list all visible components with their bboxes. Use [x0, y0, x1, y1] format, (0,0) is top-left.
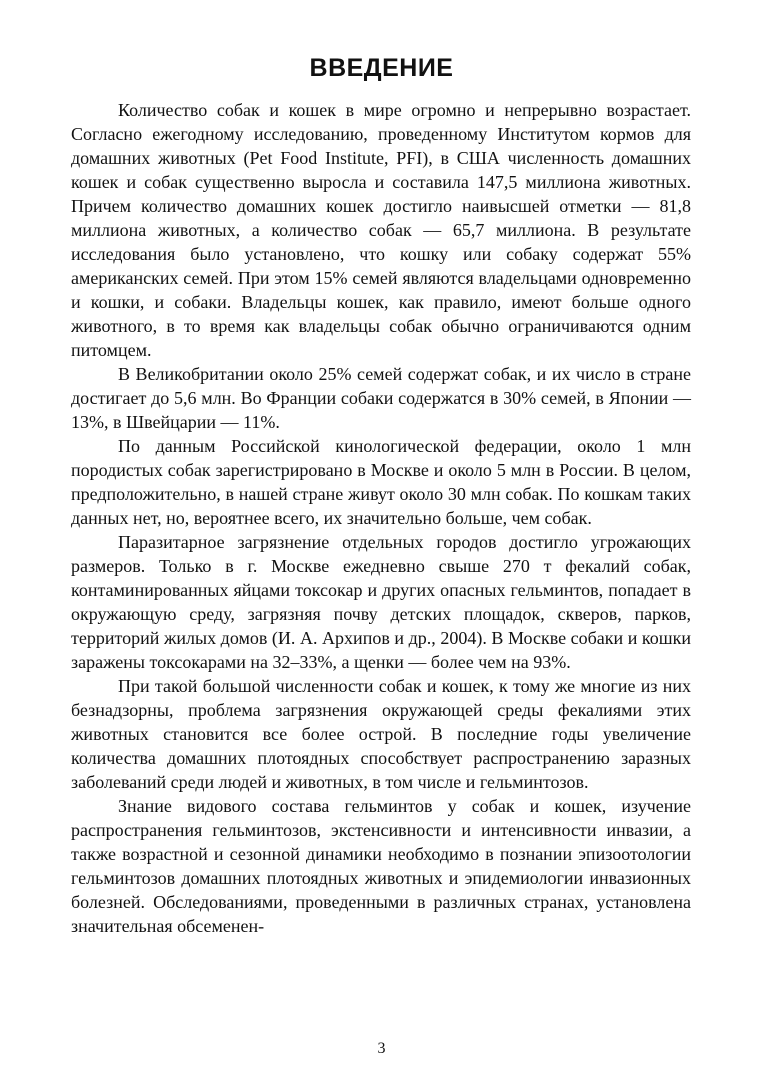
paragraph: По данным Российской кинологической федерации, около 1 млн породистых собак зарегистрировано в Москве и около 5 млн в России. В целом, предположительно, в нашей стране живут около 30 млн собак. По кошкам таких данных нет, но, вероятнее всего, их значительно больше, чем собак.	[71, 436, 691, 528]
paragraph: В Великобритании около 25% семей содержат собак, и их число в стране достигает до 5,6 млн. Во Франции собаки содержатся в 30% семей, в Японии — 13%, в Швейцарии — 11%.	[71, 364, 691, 432]
paragraph: Паразитарное загрязнение отдельных городов достигло угрожающих размеров. Только в г. Москве ежедневно свыше 270 т фекалий собак, контаминированных яйцами токсокар и других опасных гельминтов, попадает в окружающую среду, загрязняя почву детских площадок, скверов, парков, территорий жилых домов (И. А. Архипов и др., 2004). В Москве собаки и кошки заражены токсокарами на 32–33%, а щенки — более чем на 93%.	[71, 532, 691, 672]
paragraph: Количество собак и кошек в мире огромно и непрерывно возрастает. Согласно ежегодному исследованию, проведенному Институтом кормов для домашних животных (Pet Food Institute, PFI), в США численность домашних кошек и собак существенно выросла и составила 147,5 миллиона животных. Причем количество домашних кошек достигло наивысшей отметки — 81,8 миллиона животных, а количество собак — 65,7 миллиона. В результате исследования было установлено, что кошку или собаку содержат 55% американских семей. При этом 15% семей являются владельцами одновременно и кошки, и собаки. Владельцы кошек, как правило, имеют больше одного животного, в то время как владельцы собак обычно ограничиваются одним питомцем.	[71, 100, 691, 360]
body-text	[71, 98, 691, 938]
page-title: ВВЕДЕНИЕ	[309, 54, 454, 82]
page-number: 3	[377, 1040, 386, 1057]
paragraph: Знание видового состава гельминтов у собак и кошек, изучение распространения гельминтозов, экстенсивности и интенсивности инвазии, а также возрастной и сезонной динамики необходимо в познании эпизоотологии гельминтозов домашних плотоядных животных и эпидемиологии инвазионных болезней. Обследованиями, проведенными в различных странах, установлена значительная обсеменен-	[71, 796, 691, 936]
paragraph: При такой большой численности собак и кошек, к тому же многие из них безнадзорны, проблема загрязнения окружающей среды фекалиями этих животных становится все более острой. В последние годы увеличение количества домашних плотоядных способствует распространению заразных заболеваний среди людей и животных, в том числе и гельминтозов.	[71, 676, 691, 792]
